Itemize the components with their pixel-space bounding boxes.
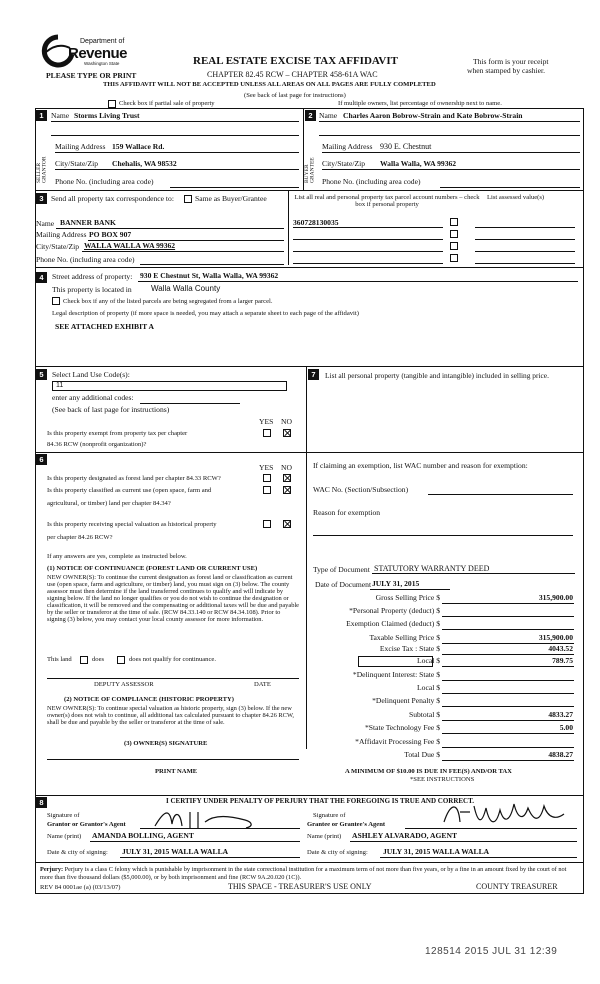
section-3-number: 3 <box>36 193 47 204</box>
parcel-header: List all real and personal property tax parcel account numbers – check box if personal property <box>294 194 480 209</box>
section-7-number: 7 <box>308 369 319 380</box>
tax-row-label: Gross Selling Price $ <box>375 593 440 602</box>
grantor-date-city[interactable]: JULY 31, 2015 WALLA WALLA <box>122 847 229 856</box>
seller-city[interactable]: Chehalis, WA 98532 <box>112 159 177 168</box>
street-address[interactable]: 930 E Chestnut St, Walla Walla, WA 99362 <box>140 271 279 280</box>
legal-label: Legal description of property (if more space is needed, you may attach a separate sheet to each page of the affidavit) <box>52 310 359 317</box>
buyer-mail-label: Mailing Address <box>322 142 373 151</box>
perjury-bold: Perjury: <box>40 866 64 873</box>
county-treasurer: COUNTY TREASURER <box>476 882 558 891</box>
segregated-checkbox[interactable] <box>52 297 60 305</box>
notice-continuance-title: (1) NOTICE OF CONTINUANCE (FOREST LAND OR CURRENT USE) <box>47 565 258 572</box>
grantor-signature[interactable] <box>150 804 260 834</box>
current-use-yes-checkbox[interactable] <box>263 486 271 494</box>
same-as-buyer-checkbox[interactable] <box>184 195 192 203</box>
buyer-mail[interactable]: 930 E. Chestnut <box>380 142 432 151</box>
reason-label: Reason for exemption <box>313 508 381 517</box>
historic-question-1: Is this property receiving special valuation as historical property <box>47 521 217 528</box>
seller-mail[interactable]: 159 Wallace Rd. <box>112 142 165 151</box>
see-instructions: *SEE INSTRUCTIONS <box>410 776 475 783</box>
certify-statement: I CERTIFY UNDER PENALTY OF PERJURY THAT THE FOREGOING IS TRUE AND CORRECT. <box>166 797 475 805</box>
seller-side-label: SELLER GRANTOR <box>36 156 48 183</box>
please-type: PLEASE TYPE OR PRINT <box>46 71 137 80</box>
land-use-value: 11 <box>56 382 64 389</box>
street-label: Street address of property: <box>52 272 133 281</box>
buyer-side-label: BUYER GRANTEE <box>304 157 316 183</box>
doc-date[interactable]: JULY 31, 2015 <box>372 579 420 588</box>
land-does-checkbox[interactable] <box>80 656 88 664</box>
partial-sale-label: Check box if partial sale of property <box>119 100 215 107</box>
tax-row-label: Excise Tax : State $ <box>379 644 440 653</box>
section-5-number: 5 <box>36 369 47 380</box>
form-title: REAL ESTATE EXCISE TAX AFFIDAVIT <box>193 55 398 67</box>
s5-yes: YES <box>259 417 274 426</box>
exempt-no-checkbox[interactable] <box>283 429 291 437</box>
tax-row-value[interactable]: 4833.27 <box>548 710 573 719</box>
exempt-yes-checkbox[interactable] <box>263 429 271 437</box>
notice-compliance-title: (2) NOTICE OF COMPLIANCE (HISTORIC PROPERTY) <box>64 696 234 703</box>
notice-compliance-text: NEW OWNER(S): To continue special valuation as historic property, sign (3) below. If the new owner(s) does not wish to continue, all additional tax calculated pursuant to chapter 84.26 RCW, shall be due and payable by the seller or transferor at the time of sale. <box>47 705 294 727</box>
dept-line2: Revenue <box>68 45 128 62</box>
recording-stamp: 128514 2015 JUL 31 12:39 <box>425 946 558 957</box>
grantee-signature[interactable] <box>440 796 570 830</box>
doc-type-label: Type of Document <box>313 565 370 574</box>
tax-row-value[interactable]: 789.75 <box>552 656 573 665</box>
exempt-question-1: Is this property exempt from property tax per chapter <box>47 430 188 437</box>
parcel-3-personal-checkbox[interactable] <box>450 242 458 250</box>
doc-date-label: Date of Document <box>315 580 372 589</box>
tax-row-value[interactable]: 315,900.00 <box>538 633 573 642</box>
receipt-line1: This form is your receipt <box>473 57 549 66</box>
tax-row-label: Taxable Selling Price $ <box>369 633 440 642</box>
seller-name[interactable]: Storms Living Trust <box>74 111 140 120</box>
dept-line3: Washington State <box>84 61 120 66</box>
grantor-sig-label-1: Signature of <box>47 812 80 819</box>
grantee-date-label: Date & city of signing: <box>307 849 368 856</box>
assessor-date-label: DATE <box>254 681 271 688</box>
tax-row-label: Local $ <box>417 656 440 665</box>
tax-row-label: Subtotal $ <box>408 710 440 719</box>
form-revision: REV 84 0001ae (a) (03/13/07) <box>40 884 121 891</box>
tax-mail-label: Mailing Address <box>36 230 87 239</box>
current-use-question-2: agricultural, or timber) land per chapter 84.34? <box>47 500 171 507</box>
parcel-number[interactable]: 360728130035 <box>293 218 339 227</box>
tax-row-value[interactable]: 4043.52 <box>548 644 573 653</box>
grantee-print-label: Name (print) <box>307 833 342 840</box>
does-label: does <box>92 656 105 663</box>
tax-row-label: *Delinquent Interest: State $ <box>352 670 440 679</box>
form-chapter: CHAPTER 82.45 RCW – CHAPTER 458-61A WAC <box>207 70 378 79</box>
located-label: This property is located in <box>52 285 132 294</box>
tax-name[interactable]: BANNER BANK <box>60 218 116 227</box>
additional-codes-label: enter any additional codes: <box>52 393 134 402</box>
tax-row-label: *Personal Property (deduct) $ <box>349 606 440 615</box>
forest-yes-checkbox[interactable] <box>263 474 271 482</box>
grantor-date-label: Date & city of signing: <box>47 849 108 856</box>
doc-type[interactable]: STATUTORY WARRANTY DEED <box>374 564 490 573</box>
receipt-line2: when stamped by cashier. <box>467 66 546 75</box>
tax-city[interactable]: WALLA WALLA WA 99362 <box>84 241 176 250</box>
section-8-number: 8 <box>36 797 47 808</box>
s5-no: NO <box>281 417 292 426</box>
tax-mail[interactable]: PO BOX 907 <box>89 230 132 239</box>
multiple-owners-note: If multiple owners, list percentage of ownership next to name. <box>338 100 502 107</box>
tax-row-label: *Delinquent Penalty $ <box>372 696 440 705</box>
land-does-not-checkbox[interactable] <box>117 656 125 664</box>
land-use-label: Select Land Use Code(s): <box>52 370 130 379</box>
s6-no: NO <box>281 463 292 472</box>
minimum-notice: A MINIMUM OF $10.00 IS DUE IN FEE(S) AND/OR TAX <box>345 768 512 775</box>
parcel-2-personal-checkbox[interactable] <box>450 230 458 238</box>
buyer-city[interactable]: Walla Walla, WA 99362 <box>380 159 457 168</box>
this-land-label: This land <box>47 656 72 663</box>
grantee-date-city[interactable]: JULY 31, 2015 WALLA WALLA <box>383 847 490 856</box>
tax-row-value[interactable]: 4838.27 <box>548 750 573 759</box>
exempt-question-2: 84.36 RCW (nonprofit organization)? <box>47 441 147 448</box>
grantor-print-label: Name (print) <box>47 833 82 840</box>
tax-row-label: *Affidavit Processing Fee $ <box>355 737 440 746</box>
section-6-number: 6 <box>36 454 47 465</box>
assessed-header: List assessed value(s) <box>487 194 545 201</box>
if-any-yes: If any answers are yes, complete as instructed below. <box>47 553 187 560</box>
located-county[interactable]: Walla Walla County <box>151 284 221 293</box>
tax-row-label: Local $ <box>417 683 440 692</box>
section-4-number: 4 <box>36 272 47 283</box>
tax-row-label: Total Due $ <box>404 750 440 759</box>
wac-label: WAC No. (Section/Subsection) <box>313 485 409 494</box>
land-use-see-back: (See back of last page for instructions) <box>52 405 170 414</box>
historic-no-checkbox[interactable] <box>283 520 291 528</box>
parcel-4-personal-checkbox[interactable] <box>450 254 458 262</box>
historic-question-2: per chapter 84.26 RCW? <box>47 534 113 541</box>
current-use-no-checkbox[interactable] <box>283 486 291 494</box>
current-use-question-1: Is this property classified as current use (open space, farm and <box>47 487 212 494</box>
tax-row-label: Exemption Claimed (deduct) $ <box>346 619 440 628</box>
buyer-phone-label: Phone No. (including area code) <box>322 177 421 186</box>
segregated-label: Check box if any of the listed parcels are being segregated from a larger parcel. <box>63 298 273 305</box>
not-accepted: THIS AFFIDAVIT WILL NOT BE ACCEPTED UNLESS ALL AREAS ON ALL PAGES ARE FULLY COMPLETED <box>103 81 436 88</box>
buyer-name-label: Name <box>319 111 338 120</box>
parcel-1-personal-checkbox[interactable] <box>450 218 458 226</box>
dept-line1: Department of <box>80 38 125 45</box>
forest-question: Is this property designated as forest land per chapter 84.33 RCW? <box>47 475 221 482</box>
s6-yes: YES <box>259 463 274 472</box>
seller-city-label: City/State/Zip <box>55 159 99 168</box>
perjury-statement <box>40 866 580 882</box>
partial-sale-checkbox[interactable] <box>108 100 116 108</box>
perjury-text: Perjury is a class C felony which is punishable by imprisonment in the state correctional institution for a maximum term of not more than five years, or by a fine in an amount fixed by the court of not more than five thousand dollars ($5,000.00), or by both imprisonment and fine (RCW 9A.20.020 (1C)). <box>40 866 567 881</box>
owners-signature-label: (3) OWNER(S) SIGNATURE <box>124 740 208 747</box>
seller-name-label: Name <box>51 111 70 120</box>
section-1-number: 1 <box>36 110 47 121</box>
seller-mail-label: Mailing Address <box>55 142 106 151</box>
tax-row-value[interactable]: 5.00 <box>559 723 573 732</box>
buyer-city-label: City/State/Zip <box>322 159 366 168</box>
historic-yes-checkbox[interactable] <box>263 520 271 528</box>
grantee-sig-label-2: Grantee or Grantee's Agent <box>307 821 386 828</box>
grantor-print-name[interactable]: AMANDA BOLLING, AGENT <box>92 831 194 840</box>
grantee-print-name[interactable]: ASHLEY ALVARADO, AGENT <box>352 831 458 840</box>
claiming-exemption-label: If claiming an exemption, list WAC number and reason for exemption: <box>313 461 528 470</box>
treasurer-space: THIS SPACE - TREASURER'S USE ONLY <box>228 882 372 891</box>
tax-phone-label: Phone No. (including area code) <box>36 255 135 264</box>
seller-phone-label: Phone No. (including area code) <box>55 177 154 186</box>
send-correspondence-label: Send all property tax correspondence to: <box>51 194 174 203</box>
tax-name-label: Name <box>36 219 55 228</box>
print-name-label: PRINT NAME <box>155 768 198 775</box>
land-use-field[interactable] <box>52 381 287 391</box>
grantor-sig-label-2: Grantor or Grantor's Agent <box>47 821 126 828</box>
personal-property-label: List all personal property (tangible and intangible) included in selling price. <box>325 371 549 380</box>
section-2-number: 2 <box>305 110 316 121</box>
notice-continuance-text: NEW OWNER(S): To continue the current designation as forest land or classification as current use (open space, farm and agriculture, or timber) land, you must sign on (3) below. The county assessor must then determine if the land transferred continues to qualify and will indicate by signing below. If the land no longer qualifies or you do not wish to continue the designation or classification, it will be removed and the compensating or additional taxes will be due and payable by the seller or transferor at the time of sale. (RCW 84.33.140 or RCW 84.34.108). Prior to signing (3) below, you may contact your local county assessor for more information. <box>47 574 299 624</box>
does-not-label: does not qualify for continuance. <box>129 656 216 663</box>
same-as-buyer-label: Same as Buyer/Grantee <box>195 194 267 203</box>
grantee-sig-label-1: Signature of <box>313 812 346 819</box>
legal-description[interactable]: SEE ATTACHED EXHIBIT A <box>55 322 154 331</box>
tax-row-label: *State Technology Fee $ <box>364 723 440 732</box>
deputy-assessor-label: DEPUTY ASSESSOR <box>94 681 154 688</box>
dor-logo <box>40 34 130 70</box>
forest-no-checkbox[interactable] <box>283 474 291 482</box>
tax-city-label: City/State/Zip <box>36 242 80 251</box>
buyer-name[interactable]: Charles Aaron Bobrow-Strain and Kate Bobrow-Strain <box>343 111 523 120</box>
tax-row-value[interactable]: 315,900.00 <box>538 593 573 602</box>
see-back: (See back of last page for instructions) <box>244 92 346 99</box>
